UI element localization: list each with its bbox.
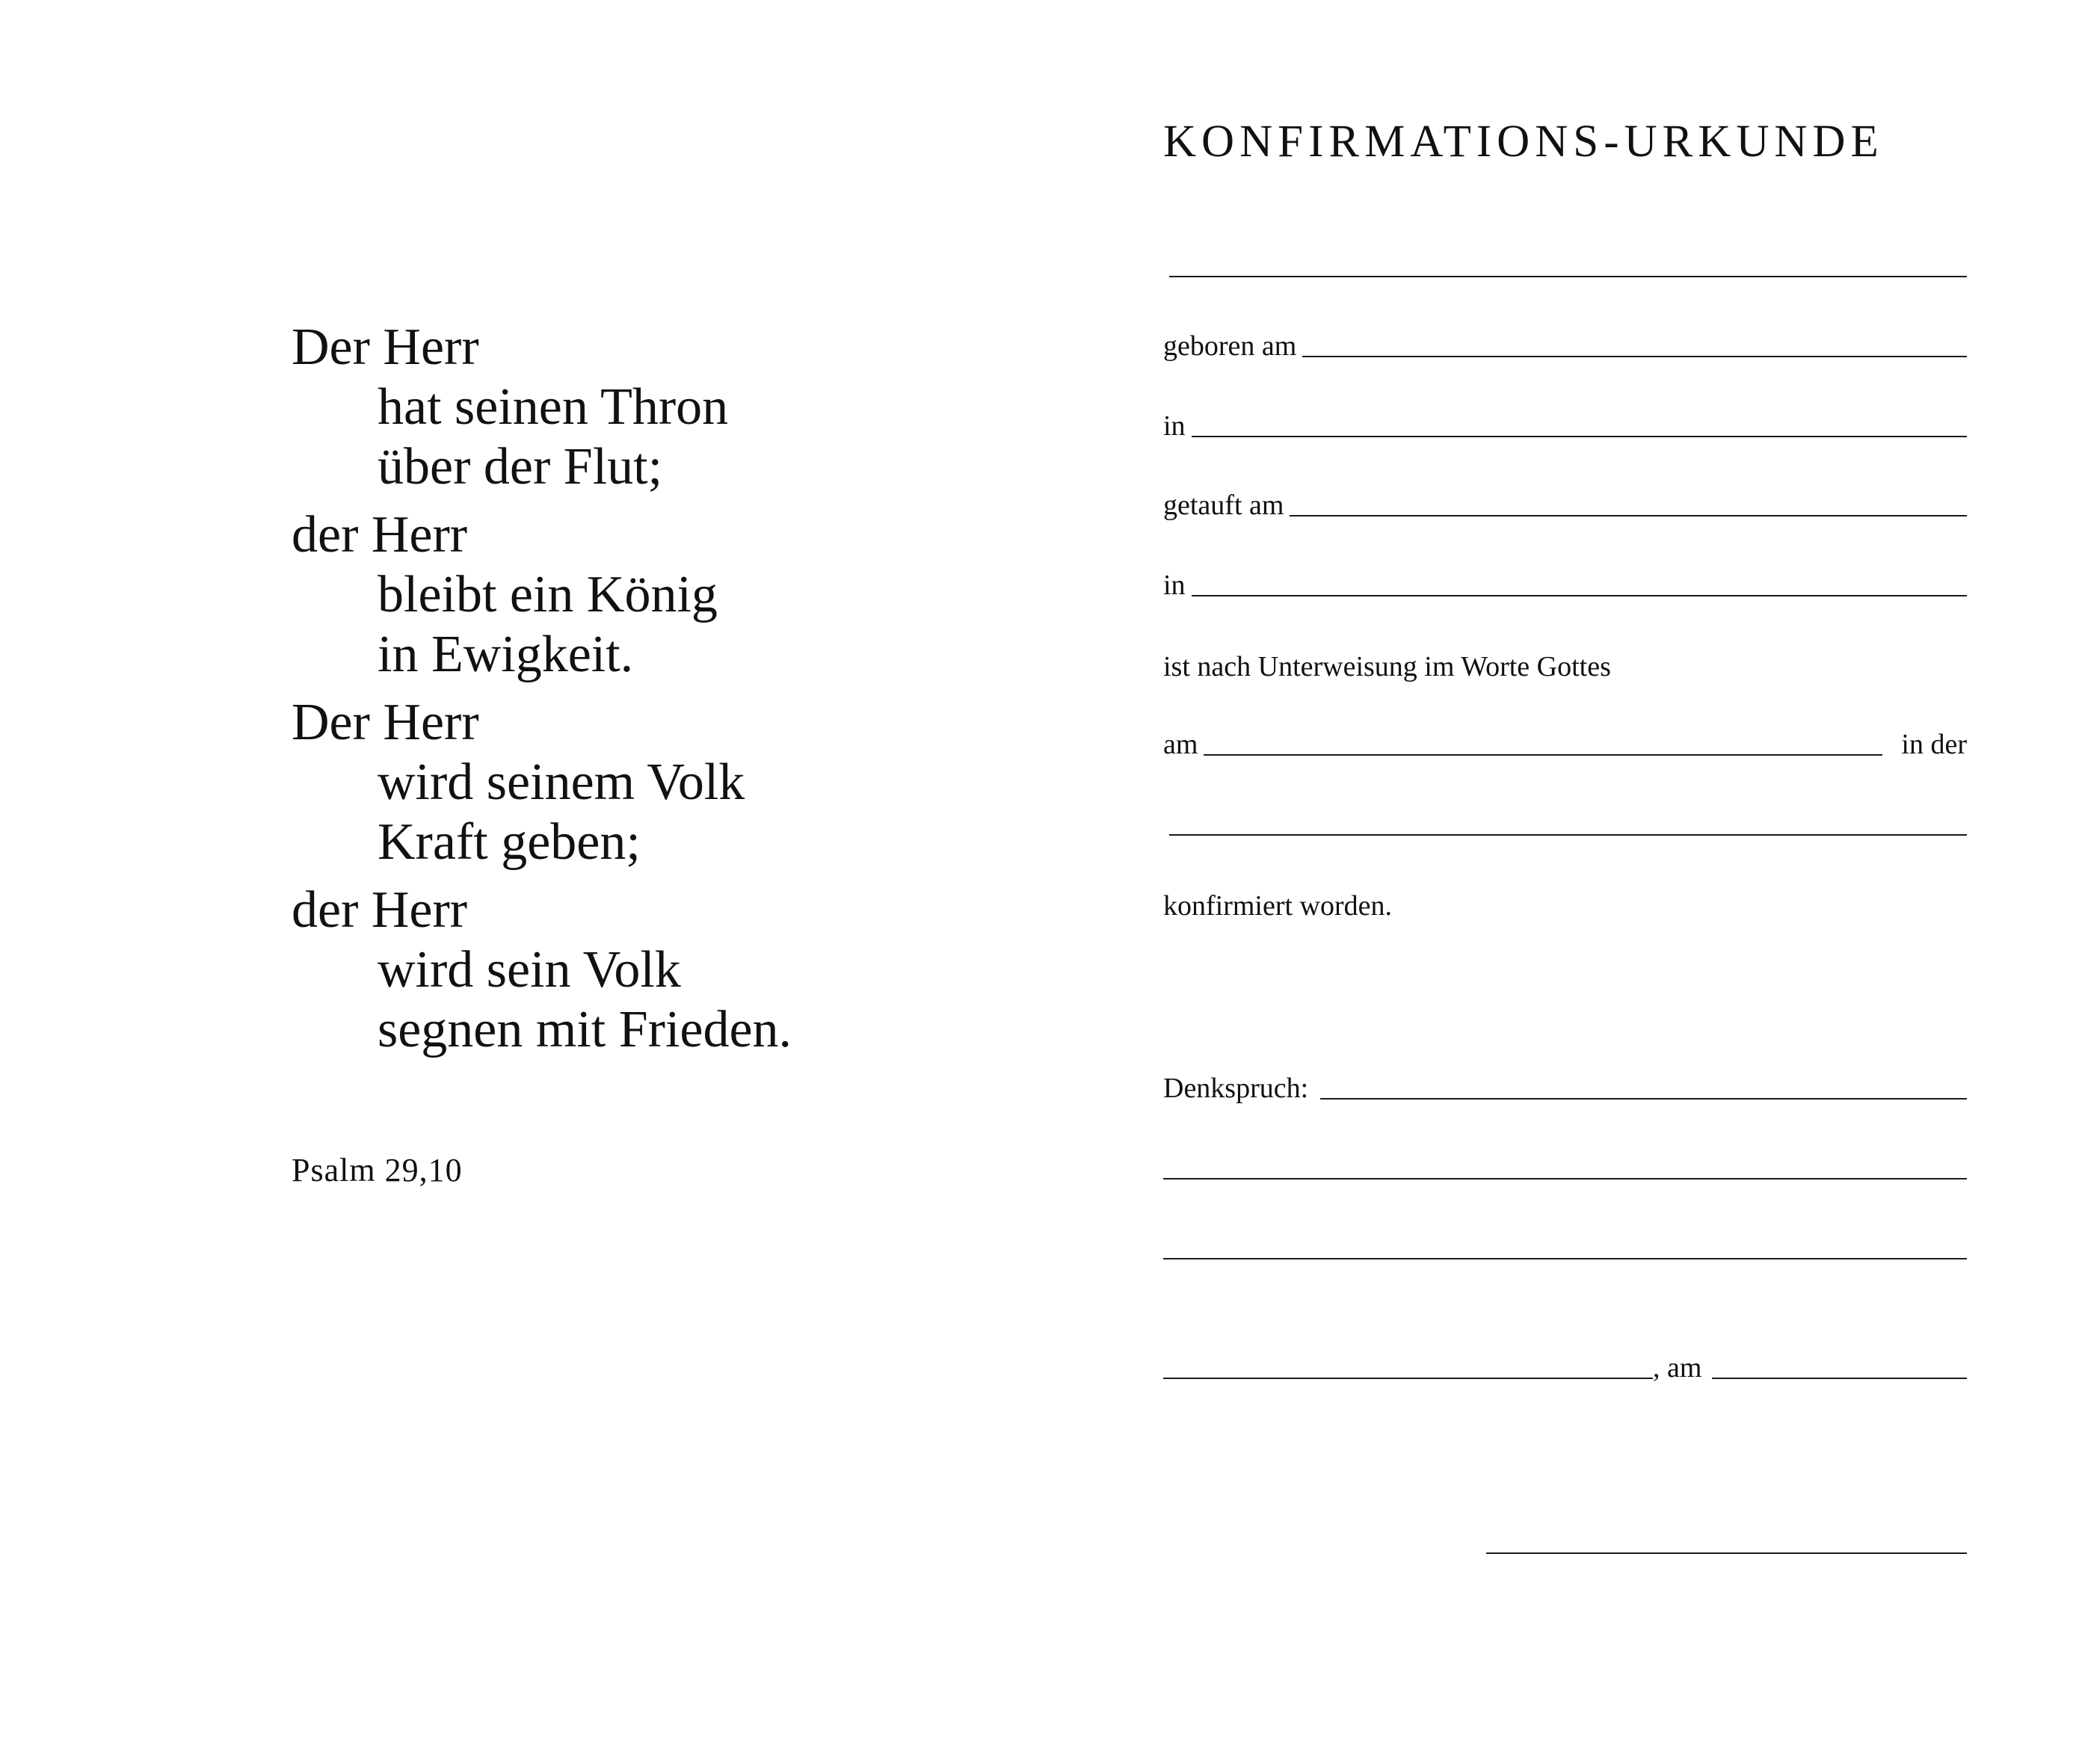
motto-line-2[interactable] (1163, 1178, 1967, 1179)
birth-place-field[interactable] (1163, 398, 1967, 442)
psalm-stanza-4 (292, 881, 964, 1060)
birth-date-label: geboren am (1163, 330, 1297, 362)
psalm-line: Der Herr (292, 318, 479, 376)
psalm-line: wird seinem Volk (378, 753, 745, 811)
motto-line-3[interactable] (1163, 1258, 1967, 1259)
psalm-line: über der Flut; (378, 438, 663, 496)
date-line[interactable] (1712, 1378, 1967, 1379)
church-field[interactable] (1163, 796, 1967, 841)
confirmation-church-prefix: in der (1901, 729, 1967, 760)
psalm-text (292, 318, 964, 1068)
psalm-line: Kraft geben; (378, 813, 641, 871)
name-line[interactable] (1169, 276, 1967, 277)
confirmation-date-line[interactable] (1204, 754, 1882, 756)
psalm-stanza-1 (292, 318, 964, 497)
psalm-line: der Herr (292, 506, 468, 564)
place-date-field[interactable] (1163, 1339, 1967, 1384)
motto-label: Denkspruch: (1163, 1073, 1309, 1104)
psalm-stanza-2 (292, 505, 964, 685)
confirmed-text: konfirmiert worden. (1163, 890, 1393, 922)
motto-field[interactable] (1163, 1060, 1967, 1105)
psalm-line: wird sein Volk (378, 941, 681, 999)
confirmation-date-field[interactable] (1163, 716, 1967, 761)
name-field[interactable] (1163, 238, 1967, 283)
church-line[interactable] (1169, 834, 1967, 836)
birth-date-line[interactable] (1302, 356, 1967, 357)
motto-field-3[interactable] (1163, 1220, 1967, 1265)
confirmation-date-label: am (1163, 729, 1198, 760)
baptism-date-line[interactable] (1290, 515, 1967, 516)
place-line[interactable] (1163, 1378, 1653, 1379)
psalm-line: hat seinen Thron (378, 378, 729, 436)
psalm-line: in Ewigkeit. (378, 626, 634, 683)
baptism-place-line[interactable] (1192, 595, 1967, 596)
baptism-date-label: getauft am (1163, 490, 1284, 521)
baptism-place-label: in (1163, 570, 1186, 601)
birth-date-field[interactable] (1163, 318, 1967, 363)
birth-place-line[interactable] (1192, 436, 1967, 437)
motto-field-2[interactable] (1163, 1140, 1967, 1185)
psalm-line: Der Herr (292, 694, 479, 751)
certificate-title: KONFIRMATIONS-URKUNDE (1163, 117, 1884, 167)
signature-line[interactable] (1486, 1552, 1967, 1554)
instruction-text: ist nach Unterweisung im Worte Gottes (1163, 651, 1611, 682)
place-date-separator: , am (1653, 1352, 1702, 1384)
motto-line-1[interactable] (1320, 1098, 1967, 1100)
birth-place-label: in (1163, 410, 1186, 442)
psalm-reference: Psalm 29,10 (292, 1152, 463, 1188)
psalm-line: der Herr (292, 881, 468, 939)
psalm-line: segnen mit Frieden. (378, 1001, 792, 1058)
psalm-line: bleibt ein König (378, 566, 718, 623)
baptism-date-field[interactable] (1163, 477, 1967, 522)
baptism-place-field[interactable] (1163, 557, 1967, 602)
psalm-stanza-3 (292, 693, 964, 872)
